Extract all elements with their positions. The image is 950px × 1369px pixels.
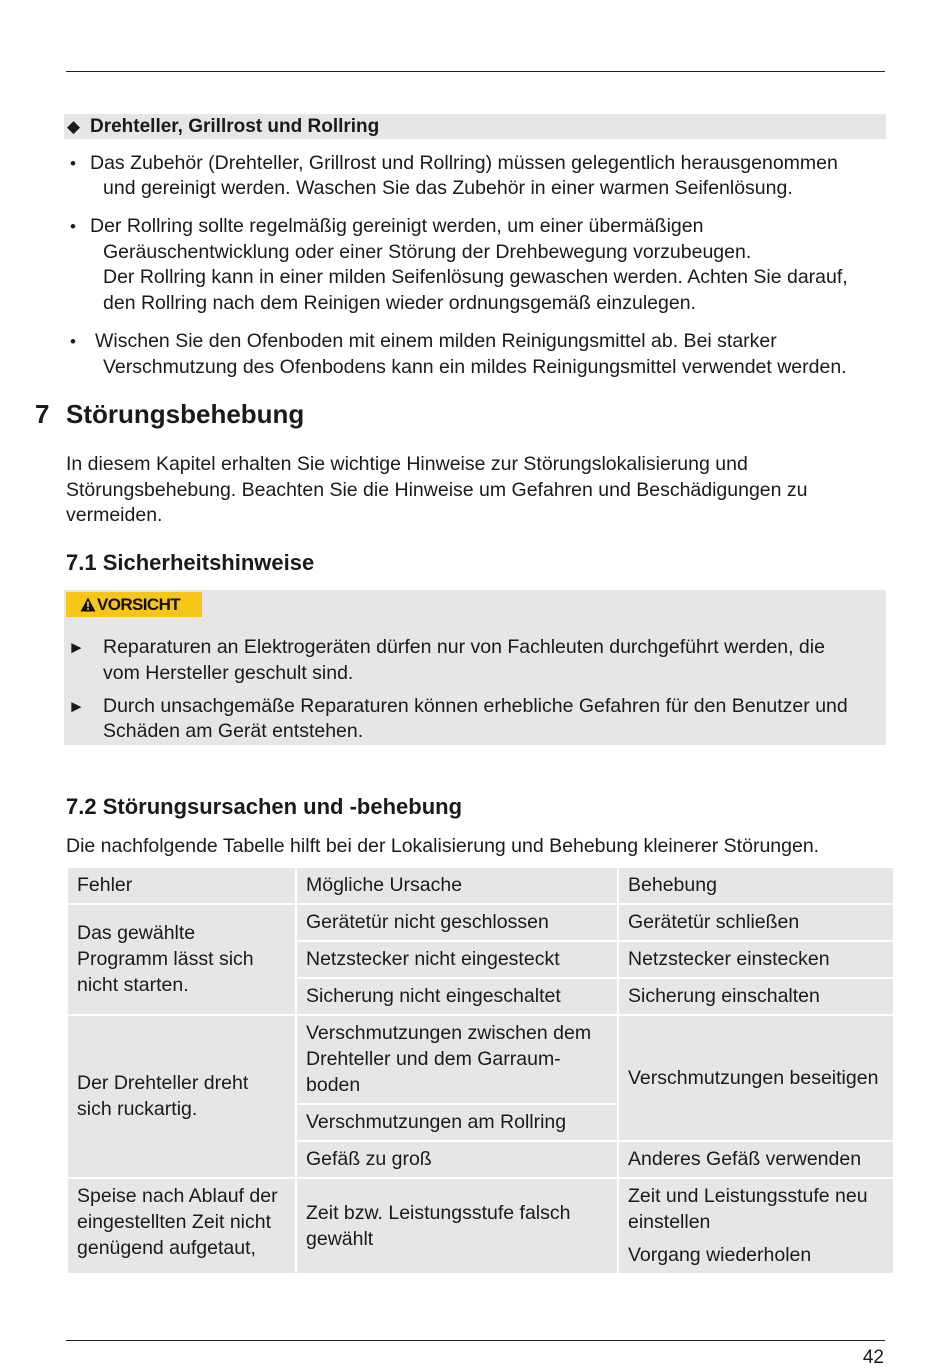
intro-line: vermeiden. — [66, 504, 163, 526]
troubleshooting-table — [66, 866, 895, 1275]
bullet-dot-icon: • — [70, 154, 76, 173]
footer-rule — [66, 1340, 885, 1341]
table-row — [67, 1178, 894, 1274]
fix-cell: Netzstecker einstecken — [618, 941, 894, 978]
cause-cell: Gefäß zu groß — [296, 1141, 618, 1178]
header-rule — [66, 71, 885, 72]
bullet-text-line: Das Zubehör (Drehteller, Grillrost und Rollring) müssen gelegentlich herausgenommen — [90, 152, 838, 174]
fault-cell: Das gewählte Programm lässt sich nicht starten. — [67, 904, 296, 1015]
bullet-text-line: Der Rollring sollte regelmäßig gereinigt werden, um einer übermäßigen — [90, 215, 704, 237]
section-title: Störungsbehebung — [66, 399, 305, 429]
cause-cell: Gerätetür nicht geschlossen — [296, 904, 618, 941]
arrow-bullet-icon: ► — [68, 638, 85, 657]
warning-text-line: Durch unsachgemäße Reparaturen können erhebliche Gefahren für den Benutzer und — [103, 695, 848, 717]
warning-label — [66, 592, 202, 617]
intro-line: In diesem Kapitel erhalten Sie wichtige Hinweise zur Störungslokalisierung und — [66, 453, 748, 475]
fix-cell: Gerätetür schließen — [618, 904, 894, 941]
bullet-text-line: Wischen Sie den Ofenboden mit einem milden Reinigungsmittel ab. Bei starker — [95, 330, 777, 352]
table-intro: Die nachfolgende Tabelle hilft bei der Lokalisierung und Behebung kleinerer Störungen. — [66, 835, 820, 857]
arrow-bullet-icon: ► — [68, 697, 85, 716]
cause-cell: Verschmutzungen am Rollring — [296, 1104, 618, 1141]
fault-cell: Der Drehteller dreht sich ruckartig. — [67, 1015, 296, 1178]
subsection-heading — [64, 114, 886, 139]
diamond-bullet-icon: ◆ — [67, 117, 81, 136]
subsection-title: Drehteller, Grillrost und Rollring — [90, 116, 380, 137]
intro-line: Störungsbehebung. Beachten Sie die Hinweise um Gefahren und Beschädigungen zu — [66, 479, 808, 501]
warning-label-text: VORSICHT — [97, 595, 181, 614]
header-cell: Mögliche Ursache — [296, 867, 618, 904]
fix-cell — [618, 1178, 894, 1274]
bullet-dot-icon: • — [70, 217, 76, 236]
header-cell: Behebung — [618, 867, 894, 904]
fault-cell: Speise nach Ablauf der eingestellten Zeit nicht genügend aufgetaut, — [67, 1178, 296, 1274]
warning-text-line: vom Hersteller geschult sind. — [103, 662, 354, 684]
fix-line: Vorgang wiederholen — [628, 1244, 812, 1266]
cause-cell: Zeit bzw. Leistungsstufe falsch gewählt — [296, 1178, 618, 1274]
cause-cell: Netzstecker nicht eingesteckt — [296, 941, 618, 978]
bullet-text-line: Der Rollring kann in einer milden Seifenlösung gewaschen werden. Achten Sie darauf, — [103, 266, 848, 288]
bullet-dot-icon: • — [70, 332, 76, 351]
table-row — [67, 1015, 894, 1104]
fix-cell: Sicherung einschalten — [618, 978, 894, 1015]
troubleshooting-heading: 7.2 Störungsursachen und -behebung — [66, 794, 463, 819]
page-number: 42 — [862, 1347, 884, 1368]
bullet-text-line: den Rollring nach dem Reinigen wieder ordnungsgemäß einzulegen. — [103, 292, 696, 314]
section-number: 7 — [35, 399, 50, 429]
warning-text-line: Reparaturen an Elektrogeräten dürfen nur von Fachleuten durchgeführt werden, die — [103, 636, 825, 658]
table-header-row — [67, 867, 894, 904]
bullet-text-line: Geräuschentwicklung oder einer Störung der Drehbewegung vorzubeugen. — [103, 241, 752, 263]
bullet-text-line: Verschmutzung des Ofenbodens kann ein mildes Reinigungsmittel verwendet werden. — [103, 356, 847, 378]
fix-cell: Anderes Gefäß verwenden — [618, 1141, 894, 1178]
safety-heading: 7.1 Sicherheitshinweise — [66, 550, 315, 575]
cause-cell: Sicherung nicht eingeschaltet — [296, 978, 618, 1015]
warning-text-line: Schäden am Gerät entstehen. — [103, 720, 364, 742]
warning-triangle-icon — [80, 597, 96, 612]
bullet-text-line: und gereinigt werden. Waschen Sie das Zubehör in einer warmen Seifenlösung. — [103, 177, 793, 199]
fix-line: Zeit und Leistungsstufe neu einstellen — [628, 1185, 868, 1233]
cause-cell: Verschmutzungen zwischen dem Drehteller und dem Garraum-boden — [296, 1015, 618, 1104]
header-cell: Fehler — [67, 867, 296, 904]
table-row — [67, 904, 894, 941]
fix-cell: Verschmutzungen beseitigen — [618, 1015, 894, 1141]
